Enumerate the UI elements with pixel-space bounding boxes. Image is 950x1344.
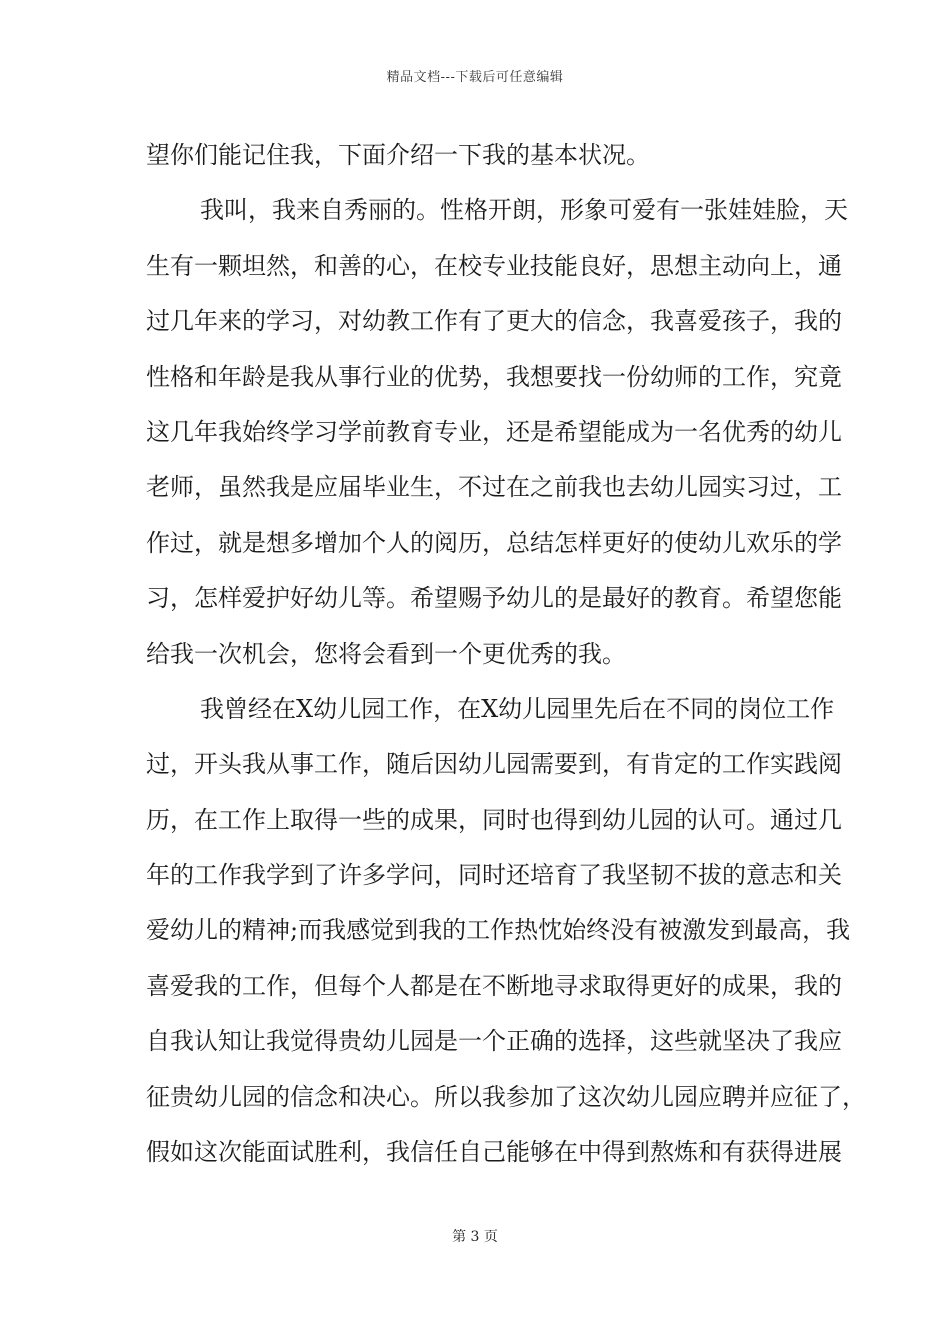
text-line-2: 我叫，我来自秀丽的。性格开朗，形象可爱有一张娃娃脸，天	[200, 196, 848, 225]
text-line-7: 老师，虽然我是应届毕业生，不过在之前我也去幼儿园实习过，工	[146, 473, 842, 502]
document-body	[146, 128, 866, 1180]
text-line-3: 生有一颗坦然，和善的心，在校专业技能良好，思想主动向上，通	[146, 251, 842, 280]
page-header: 精品文档---下载后可任意编辑	[386, 70, 564, 85]
text-line-11: 我曾经在X幼儿园工作，在X幼儿园里先后在不同的岗位工作	[200, 694, 835, 723]
text-line-1: 望你们能记住我，下面介绍一下我的基本状况。	[146, 141, 650, 169]
text-line-17: 自我认知让我觉得贵幼儿园是一个正确的选择，这些就坚决了我应	[146, 1027, 842, 1056]
text-line-19: 假如这次能面试胜利，我信任自己能够在中得到熬炼和有获得进展	[146, 1138, 842, 1167]
text-line-15: 爱幼儿的精神;而我感觉到我的工作热忱始终没有被激发到最高，我	[146, 916, 851, 945]
text-line-18: 征贵幼儿园的信念和决心。所以我参加了这次幼儿园应聘并应征了，	[146, 1082, 866, 1111]
text-line-6: 这几年我始终学习学前教育专业，还是希望能成为一名优秀的幼儿	[146, 417, 842, 446]
text-line-12: 过，开头我从事工作，随后因幼儿园需要到，有肯定的工作实践阅	[146, 750, 842, 779]
text-line-13: 历，在工作上取得一些的成果，同时也得到幼儿园的认可。通过几	[146, 805, 842, 834]
text-line-14: 年的工作我学到了许多学问，同时还培育了我坚韧不拔的意志和关	[146, 861, 842, 890]
text-line-8: 作过，就是想多增加个人的阅历，总结怎样更好的使幼儿欢乐的学	[146, 528, 842, 557]
page-number: 第 3 页	[452, 1229, 498, 1245]
text-line-10: 给我一次机会，您将会看到一个更优秀的我。	[146, 639, 626, 668]
text-line-9: 习，怎样爱护好幼儿等。希望赐予幼儿的是最好的教育。希望您能	[146, 584, 842, 613]
text-line-5: 性格和年龄是我从事行业的优势，我想要找一份幼师的工作，究竟	[146, 362, 842, 391]
text-line-16: 喜爱我的工作，但每个人都是在不断地寻求取得更好的成果，我的	[146, 971, 842, 1000]
text-line-4: 过几年来的学习，对幼教工作有了更大的信念，我喜爱孩子，我的	[146, 307, 842, 336]
